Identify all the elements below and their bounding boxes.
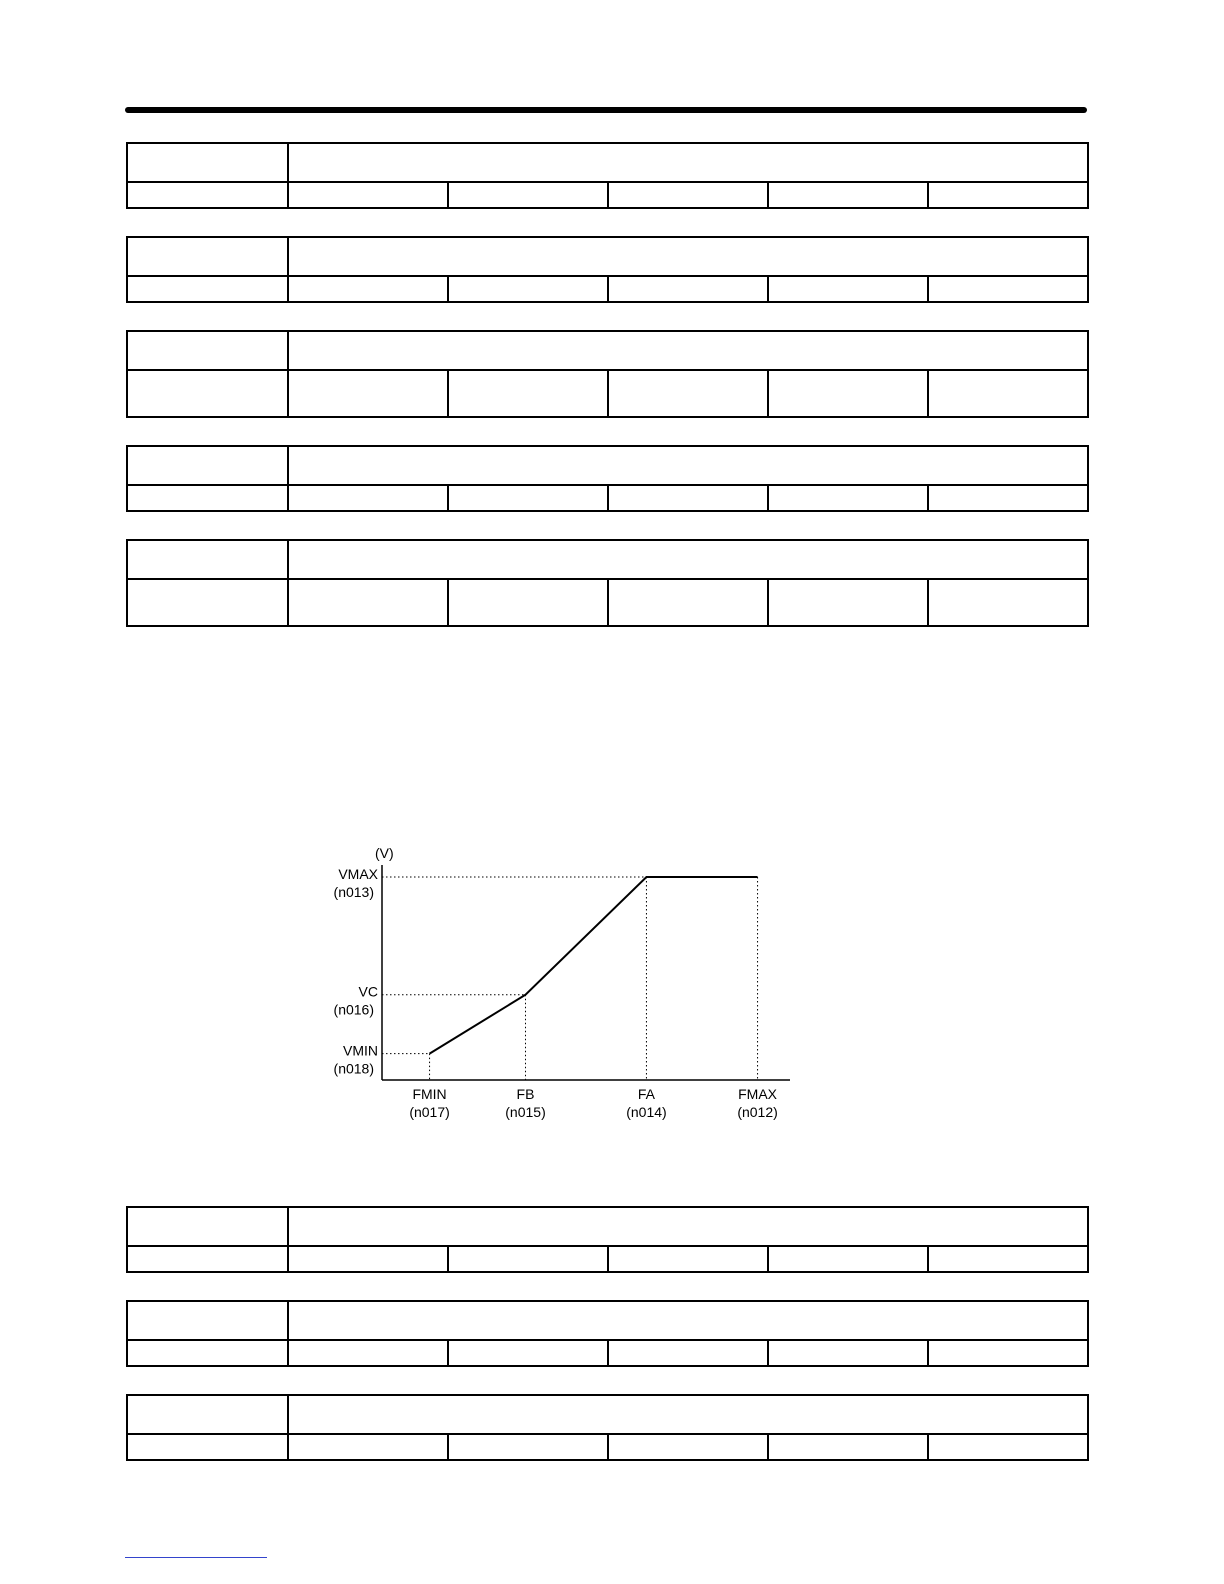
setting-range-cell: [288, 1340, 448, 1366]
default-cell: [928, 485, 1088, 511]
default-label-cell: [768, 485, 928, 511]
footer-link-rule: [125, 1557, 267, 1558]
setting-range-label-cell: [127, 370, 288, 417]
setting-range-label-cell: [127, 276, 288, 302]
param-name-cell: [288, 446, 1088, 485]
y-axis-unit-label: (V): [375, 845, 394, 861]
default-cell: [928, 1246, 1088, 1272]
param-number-cell: [127, 540, 288, 579]
setting-unit-cell: [608, 182, 768, 208]
setting-unit-cell: [608, 276, 768, 302]
setting-range-label-cell: [127, 1246, 288, 1272]
param-table-5: [126, 539, 1089, 627]
setting-range-cell: [288, 1246, 448, 1272]
setting-unit-label-cell: [448, 485, 608, 511]
x-tick-param-fb: (n015): [505, 1104, 546, 1120]
param-name-cell: [288, 331, 1088, 370]
top-rule: [125, 107, 1087, 113]
param-number-cell: [127, 1207, 288, 1246]
setting-range-label-cell: [127, 1434, 288, 1460]
x-tick-label-fmax: FMAX: [738, 1086, 778, 1102]
param-table-7: [126, 1300, 1089, 1367]
default-cell: [928, 579, 1088, 626]
setting-range-cell: [288, 1434, 448, 1460]
y-tick-param-vmax: (n013): [333, 884, 374, 900]
default-label-cell: [768, 370, 928, 417]
param-number-cell: [127, 237, 288, 276]
setting-unit-label-cell: [448, 276, 608, 302]
x-tick-label-fmin: FMIN: [412, 1086, 447, 1102]
default-cell: [928, 1434, 1088, 1460]
param-table-1: [126, 142, 1089, 209]
param-table-8: [126, 1394, 1089, 1461]
param-name-cell: [288, 1207, 1088, 1246]
y-tick-param-vc: (n016): [333, 1001, 374, 1018]
x-tick-label-fb: FB: [516, 1086, 535, 1102]
param-table-2: [126, 236, 1089, 303]
setting-unit-label-cell: [448, 1246, 608, 1272]
vf-pattern-chart: [318, 840, 808, 1130]
param-name-cell: [288, 540, 1088, 579]
setting-range-cell: [288, 485, 448, 511]
setting-range-cell: [288, 579, 448, 626]
param-table-3: [126, 330, 1089, 418]
setting-range-cell: [288, 276, 448, 302]
x-tick-label-fa: FA: [637, 1086, 656, 1102]
setting-unit-label-cell: [448, 1340, 608, 1366]
param-number-cell: [127, 143, 288, 182]
setting-range-label-cell: [127, 485, 288, 511]
setting-unit-cell: [608, 1246, 768, 1272]
x-tick-param-fmin: (n017): [409, 1104, 450, 1120]
y-tick-label-vmax: VMAX: [338, 866, 378, 882]
default-cell: [928, 1340, 1088, 1366]
param-number-cell: [127, 446, 288, 485]
param-table-6: [126, 1206, 1089, 1273]
setting-unit-cell: [608, 370, 768, 417]
setting-unit-cell: [608, 1340, 768, 1366]
default-label-cell: [768, 1434, 928, 1460]
y-tick-label-vmin: VMIN: [343, 1042, 378, 1059]
setting-unit-cell: [608, 485, 768, 511]
default-label-cell: [768, 276, 928, 302]
setting-unit-cell: [608, 1434, 768, 1460]
param-number-cell: [127, 1395, 288, 1434]
param-table-4: [126, 445, 1089, 512]
default-label-cell: [768, 182, 928, 208]
y-tick-param-vmin: (n018): [333, 1060, 374, 1077]
default-label-cell: [768, 1340, 928, 1366]
setting-range-cell: [288, 370, 448, 417]
param-name-cell: [288, 237, 1088, 276]
default-cell: [928, 370, 1088, 417]
param-number-cell: [127, 331, 288, 370]
param-number-cell: [127, 1301, 288, 1340]
param-name-cell: [288, 143, 1088, 182]
setting-range-label-cell: [127, 182, 288, 208]
setting-unit-label-cell: [448, 579, 608, 626]
setting-unit-label-cell: [448, 370, 608, 417]
x-tick-param-fmax: (n012): [737, 1104, 778, 1120]
default-cell: [928, 276, 1088, 302]
vf-curve: [430, 877, 758, 1054]
y-tick-label-vc: VC: [358, 983, 378, 1000]
param-name-cell: [288, 1301, 1088, 1340]
setting-range-label-cell: [127, 579, 288, 626]
setting-range-label-cell: [127, 1340, 288, 1366]
x-tick-param-fa: (n014): [626, 1104, 667, 1120]
setting-unit-label-cell: [448, 182, 608, 208]
default-cell: [928, 182, 1088, 208]
setting-unit-cell: [608, 579, 768, 626]
setting-unit-label-cell: [448, 1434, 608, 1460]
default-label-cell: [768, 1246, 928, 1272]
default-label-cell: [768, 579, 928, 626]
setting-range-cell: [288, 182, 448, 208]
param-name-cell: [288, 1395, 1088, 1434]
